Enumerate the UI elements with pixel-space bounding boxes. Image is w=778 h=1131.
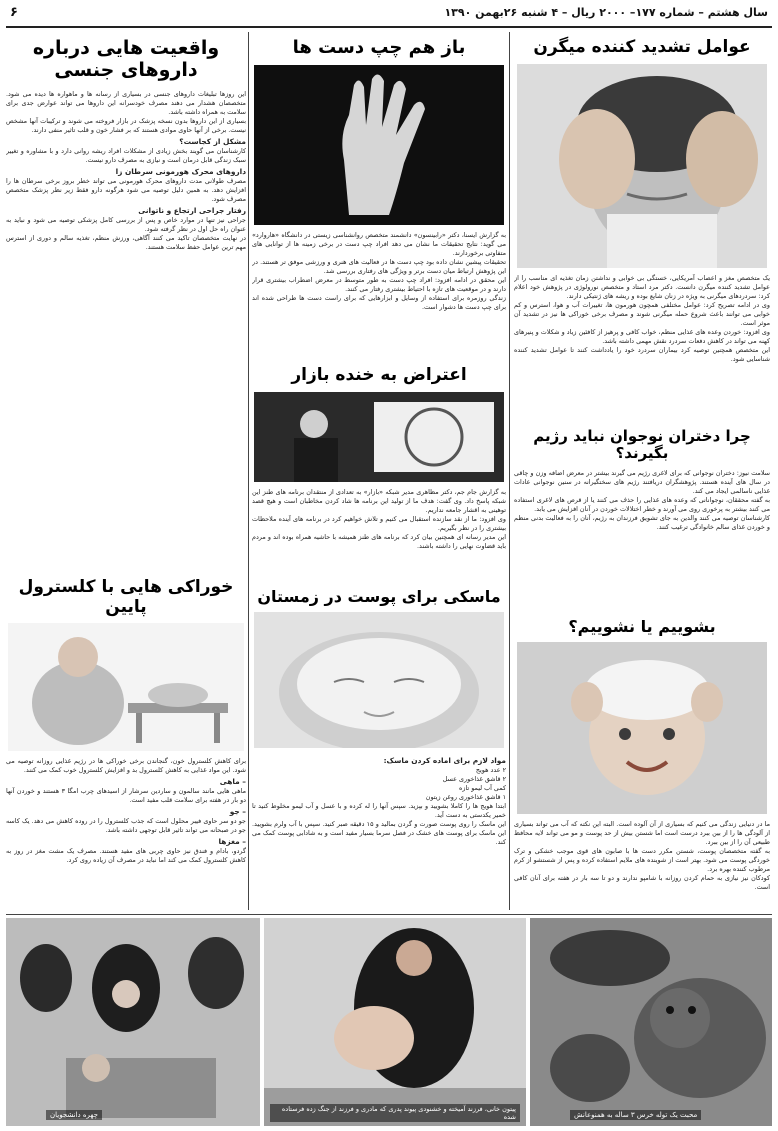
baby-shampoo-photo-icon: [517, 642, 767, 814]
market-laugh-article: [252, 362, 506, 582]
mask-ingredients-heading: مواد لازم برای اماده کردن ماسک:: [383, 756, 506, 766]
drugs-paragraph: مصرف طولانی مدت داروهای محرک هورمونی می تواند خطر بروز برخی سرطان ها را افزایش دهد. به همین دلیل توصیه می شود هرگونه دارو فقط زیر نظر پزشک متخصص مصرف شود.: [6, 176, 246, 203]
cholesterol-paragraph: ماهی هایی مانند سالمون و ساردین سرشار از اسیدهای چرب امگا ۳ هستند و خوردن آنها دو بار در هفته برای سلامت قلب مفید است.: [6, 787, 246, 805]
teen-diet-paragraph: سلامت نیوز: دختران نوجوانی که برای لاغری رژیم می گیرند بیشتر در معرض اضافه وزن و چاقی در سال های آینده هستند. پژوهشگران دریافتند رژیم های سختگیرانه در سنین نوجوانی عادات غذایی ناسالمی ایجاد می کند.: [514, 468, 770, 495]
mask-ingredient: ۱ قاشق غذاخوری روغن زیتون: [425, 793, 506, 802]
wash-title: بشوییم یا نشوییم؟: [568, 617, 716, 636]
teen-diet-body: [514, 469, 770, 613]
mask-photo: [254, 612, 504, 748]
market-laugh-paragraph: وی افزود: ما از نقد سازنده استقبال می کنیم و تلاش خواهیم کرد در برنامه های آینده ملاحظات بیشتری را در نظر بگیریم.: [252, 514, 506, 532]
drugs-paragraph: در نهایت متخصصان تاکید می کنند آگاهی، ورزش منظم، تغذیه سالم و دوری از استرس مهم ترین عوامل حفظ سلامت هستند.: [6, 233, 246, 251]
mask-title: ماسکی برای پوست در زمستان: [257, 587, 501, 606]
migraine-paragraph: این متخصص همچنین توصیه کرد بیماران سردرد خود را یادداشت کنند تا عوامل تشدید کننده شناسایی شود.: [514, 345, 770, 363]
hands-paragraph: به گزارش ایسنا، دکتر «رابینسون» دانشمند متخصص روانشناسی زیستی در دانشگاه «هاروارد» می گوید: نتایج تحقیقات ما نشان می دهد افراد چپ دست در برخی زمینه ها از توانایی های متفاوتی برخوردارند.: [252, 230, 506, 257]
hands-title: باز هم چپ دست ها: [292, 37, 466, 58]
teen-diet-title: چرا دختران نوجوان نباید رژیم بگیرند؟: [533, 427, 751, 463]
drugs-article: [6, 34, 246, 570]
migraine-body: [514, 274, 770, 418]
hands-body: [252, 231, 506, 360]
wash-paragraph: کودکان نیز نیازی به حمام کردن روزانه با شامپو ندارند و دو تا سه بار در هفته برای آنان کافی است.: [514, 874, 770, 892]
bottom-rule: [6, 914, 772, 915]
hands-paragraph: زندگی روزمره برای استفاده از وسایل و ابزارهایی که برای راست دست ها طراحی شده اند برای چپ دست ها دشوار است.: [252, 293, 506, 311]
worried-boy-photo-icon: [517, 64, 767, 268]
cholesterol-paragraph: برای کاهش کلسترول خون، گنجاندن برخی خوراکی ها در رژیم غذایی روزانه توصیه می شود. این مواد غذایی به کاهش کلسترول بد و افزایش کلسترول خوب کمک می کنند.: [6, 757, 246, 775]
drugs-subhead: مشکل از کجاست؟: [179, 136, 246, 146]
wash-article: [514, 614, 770, 910]
drugs-body: [6, 90, 246, 560]
cholesterol-body: [6, 757, 246, 910]
hands-photo: [254, 65, 504, 225]
cholesterol-paragraph: گردو، بادام و فندق نیز حاوی چربی های مفید هستند. مصرف یک مشت مغز در روز به کاهش کلسترول کمک می کند اما نباید در مصرف آن زیاده روی کرد.: [6, 847, 246, 865]
bear-cub-photo-icon: [530, 918, 772, 1126]
drugs-paragraph: جراحی نیز تنها در موارد خاص و پس از بررسی کامل پزشکی توصیه می شود و نباید به عنوان راه حل اول در نظر گرفته شود.: [6, 215, 246, 233]
mother-child-photo-icon: [264, 918, 526, 1126]
cholesterol-subhead: – مغزها: [218, 837, 246, 847]
migraine-article: [514, 34, 770, 418]
cholesterol-paragraph: جو دو سر حاوی فیبر محلول است که جذب کلسترول را در روده کاهش می دهد. یک کاسه جو در صبحانه می تواند تاثیر قابل توجهی داشته باشد.: [6, 817, 246, 835]
hand-photo-icon: [254, 65, 504, 225]
market-laugh-photo: [254, 392, 504, 482]
students-photo-icon: [6, 918, 260, 1126]
wash-paragraph: ما در دنیایی زندگی می کنیم که بسیاری از آن آلوده است. البته این نکته که آب می تواند بسیاری از آلودگی ها را از بین ببرد درست است اما شستن بیش از حد پوست و مو می تواند لایه محافظ طبیعی آن را از بین ببرد.: [514, 820, 770, 847]
migraine-paragraph: وی افزود: خوردن وعده های غذایی منظم، خواب کافی و پرهیز از کافئین زیاد و شکلات و پنیرهای کهنه می تواند در کاهش دفعات سردرد نقش مهمی داشته باشد.: [514, 327, 770, 345]
cholesterol-photo: [8, 623, 244, 751]
column-rule-right: [509, 32, 510, 910]
face-mask-photo-icon: [254, 612, 504, 748]
cholesterol-subhead: – ماهی: [219, 777, 246, 787]
wash-photo: [517, 642, 767, 814]
market-laugh-paragraph: به گزارش جام جم، دکتر مظاهری مدیر شبکه «بازار» به تعدادی از منتقدان برنامه های طنز این شبکه پاسخ داد. وی گفت: هدف ما از تولید این برنامه ها شاد کردن مخاطبان است و هیچ قصد توهینی به اقشار جامعه نداریم.: [252, 487, 506, 514]
wash-paragraph: به گفته متخصصان پوست، شستن مکرر دست ها با صابون های قوی موجب خشکی و ترک خوردگی پوست می شود. بهتر است از شوینده های ملایم استفاده کرده و پس از شستشو از کرم مرطوب کننده بهره برد.: [514, 847, 770, 874]
tv-show-photo-icon: [254, 392, 504, 482]
cholesterol-title: خوراکی هایی با کلسترول پایین: [18, 577, 234, 617]
teen-diet-paragraph: کارشناسان توصیه می کنند والدین به جای تشویق فرزندان به رژیم، آنان را به فعالیت بدنی منظم و خوردن غذای سالم خانوادگی ترغیب کنند.: [514, 513, 770, 531]
drugs-subhead: رفتار جراحی ارتجاع و ناتوانی: [138, 205, 246, 215]
market-laugh-paragraph: این مدیر رسانه ای همچنین بیان کرد که برنامه های طنز همیشه با حاشیه همراه بوده اند و مردم باید قضاوت نهایی را داشته باشند.: [252, 532, 506, 550]
masthead: [6, 4, 772, 28]
migraine-paragraph: وی در ادامه تصریح کرد: عوامل مختلفی همچون هورمون ها، تغییرات آب و هوا، استرس و کم خوابی می توانند باعث شروع حمله میگرنی شوند و مصرف برخی خوراکی ها نیز در تشدید آن موثر است.: [514, 300, 770, 327]
bottom-photo-center: [264, 918, 526, 1126]
mask-article: [252, 584, 506, 910]
market-laugh-body: [252, 488, 506, 582]
drugs-paragraph: کارشناسان می گویند بخش زیادی از مشکلات افراد ریشه روانی دارد و با مشاوره و تغییر سبک زندگی قابل درمان است و نیازی به مصرف دارو نیست.: [6, 146, 246, 164]
mask-ingredient: ۲ قاشق غذاخوری عسل: [442, 775, 506, 784]
cholesterol-article: [6, 574, 246, 910]
issue-line: سال هشتم – شماره ۱۷۷– ۲۰۰۰ ریال – ۴ شنبه ۲۶بهمن ۱۳۹۰: [444, 6, 768, 19]
drugs-title: واقعیت هایی درباره داروهای جنسی: [32, 37, 220, 81]
bottom-center-caption: پیتون خانی، فرزند آمیخته و خشنودی پیوند پدری که مادری و فرزند از جنگ زده فرستاده شده: [270, 1104, 520, 1122]
migraine-photo: [517, 64, 767, 268]
migraine-title: عوامل تشدید کننده میگرن: [533, 37, 751, 57]
teen-diet-article: [514, 424, 770, 612]
page-number: ۶: [10, 5, 18, 20]
hands-paragraph: تحقیقات پیشین نشان داده بود چپ دست ها در فعالیت های هنری و ورزشی موفق تر هستند. در این پژوهش ارتباط میان دست برتر و ویژگی های رفتاری بررسی شد.: [252, 257, 506, 275]
bottom-photo-right: [530, 918, 772, 1126]
mask-body: [252, 754, 506, 904]
mask-paragraph: ابتدا هویج ها را کاملا بشویید و بپزید. سپس آنها را له کرده و با عسل و آب لیمو مخلوط کنید تا خمیر یکدستی به دست آید.: [252, 802, 506, 820]
column-rule-left: [248, 32, 249, 910]
hands-article: [252, 34, 506, 360]
mask-paragraph: این ماسک را روی پوست صورت و گردن بمالید و ۱۵ دقیقه صبر کنید. سپس با آب ولرم بشویید. این ماسک برای پوست های خشک در فصل سرما بسیار مفید است و به شادابی پوست کمک می کند.: [252, 820, 506, 847]
man-eating-photo-icon: [8, 623, 244, 751]
bottom-left-caption: چهره دانشجویان: [46, 1110, 102, 1120]
mask-ingredient: ۲ عدد هویج: [475, 766, 506, 775]
drugs-paragraph: بسیاری از این داروها بدون نسخه پزشک در بازار فروخته می شوند و ترکیبات آنها مشخص نیست. برخی از آنها حاوی موادی هستند که بر فشار خون و قلب تاثیر منفی دارند.: [6, 116, 246, 134]
bottom-right-caption: محبت یک توله خرس ۳ ساله به همنوعانش: [570, 1110, 701, 1120]
drugs-paragraph: این روزها تبلیغات داروهای جنسی در بسیاری از رسانه ها و ماهواره ها دیده می شود. متخصصان هشدار می دهند مصرف خودسرانه این داروها می تواند عوارض جدی برای سلامت به همراه داشته باشد.: [6, 89, 246, 116]
migraine-paragraph: یک متخصص مغز و اعصاب آمریکایی، خستگی بی خوابی و نداشتن زمان تغذیه ای مناسب را از عوامل تشدید کننده میگرن دانست. دکتر مرد استاد و متخصص نورولوژی در پژوهش خود اعلام کرد: سردردهای میگرنی به ویژه در زنان شایع بوده و ریشه های ژنتیکی دارند.: [514, 273, 770, 300]
drugs-subhead: داروهای محرک هورمونی سرطان زا: [115, 166, 246, 176]
market-laugh-title: اعتراض به خنده بازار: [291, 365, 467, 385]
teen-diet-paragraph: به گفته محققان، نوجوانانی که وعده های غذایی را حذف می کنند یا از قرص های لاغری استفاده می کنند بیشتر به پرخوری روی می آورند و خطر اختلالات خوردن در آنان افزایش می یابد.: [514, 495, 770, 513]
hands-paragraph: این محقق در ادامه افزود: افراد چپ دست به طور متوسط در معرض اضطراب بیشتری قرار دارند و در موقعیت های تازه با احتیاط بیشتری رفتار می کنند.: [252, 275, 506, 293]
cholesterol-subhead: – جو: [229, 807, 246, 817]
wash-body: [514, 820, 770, 910]
bottom-photo-left: [6, 918, 260, 1126]
mask-ingredient: کمی آب لیمو تازه: [459, 784, 506, 793]
